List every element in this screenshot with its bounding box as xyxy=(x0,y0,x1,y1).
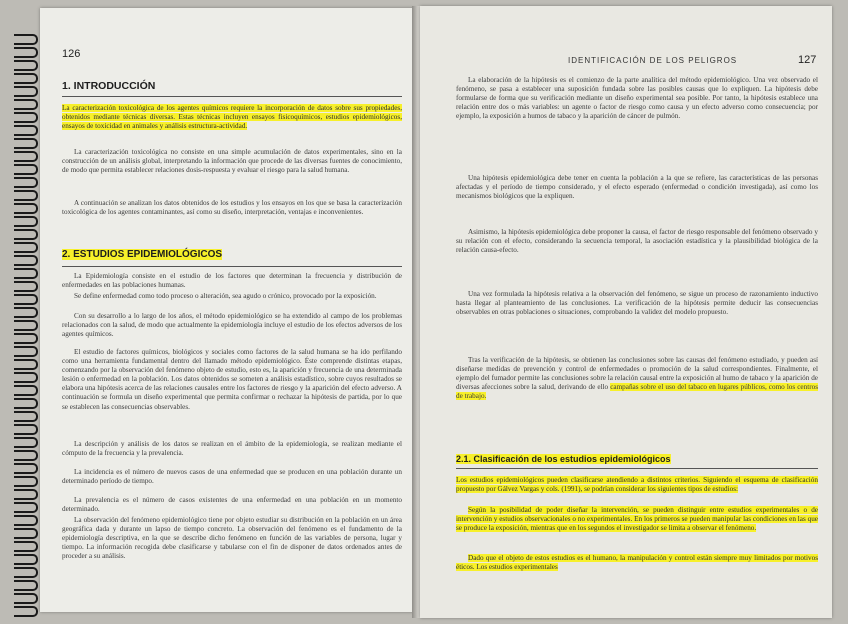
binding-ring xyxy=(14,281,38,292)
binding-ring xyxy=(14,320,38,331)
epi-paragraph-5: La descripción y análisis de los datos se realizan en el ámbito de la epidemiología, se realizan mediante el cómputo de la frecuencia y la prevalencia. xyxy=(62,440,402,458)
binding-ring xyxy=(14,60,38,71)
left-page xyxy=(40,8,415,612)
section-heading-estudios: 2. ESTUDIOS EPIDEMIOLÓGICOS xyxy=(62,249,223,260)
heading-rule xyxy=(62,96,402,97)
clasificacion-paragraph-1: Los estudios epidemiológicos pueden clasificarse atendiendo a distintos criterios. Siguiendo el esquema de clasificación propuesto por Gálvez Vargas y cols. (1991), se podrían considerar los siguientes tipos de estudios: xyxy=(456,476,818,494)
epi-paragraph-8: La observación del fenómeno epidemiológico tiene por objeto estudiar su distribución en la población en un área geográfica dada y durante un lapso de tiempo concreto. La observación del fenómeno es el fundamento de la epidemiología descriptiva, en la que se describe dicho fenómeno en función de las variables de persona, lugar y tiempo. La información recogida debe clasificarse y tabularse con el fin de disponer de datos ordenados antes de proceder a su análisis. xyxy=(62,516,402,561)
epi-paragraph-3: Con su desarrollo a lo largo de los años, el método epidemiológico se ha extendido al campo de los problemas relacionados con la salud, de modo que actualmente la epidemiología incluye el estudio de los efectos adversos de los agentes químicos. xyxy=(62,312,402,339)
binding-ring xyxy=(14,307,38,318)
binding-ring xyxy=(14,476,38,487)
subsection-heading-clasificacion: 2.1. Clasificación de los estudios epidemiológicos xyxy=(456,454,671,464)
epi-paragraph-7: La prevalencia es el número de casos existentes de una enfermedad en una población en un momento determinado. xyxy=(62,496,402,514)
binding-ring xyxy=(14,372,38,383)
binding-ring xyxy=(14,216,38,227)
binding-ring xyxy=(14,385,38,396)
binding-ring xyxy=(14,437,38,448)
clasificacion-paragraph-2: Según la posibilidad de poder diseñar la intervención, se pueden distinguir entre estudios experimentales o de intervención y estudios observacionales o no experimentales. En los primeros se pueden manipular las condiciones en las que se produce la exposición, mientras que en los segundos el investigador se limita a observar el fenómeno. xyxy=(456,506,818,533)
binding-ring xyxy=(14,606,38,617)
binding-ring xyxy=(14,333,38,344)
binding-ring xyxy=(14,112,38,123)
binding-ring xyxy=(14,593,38,604)
binding-ring xyxy=(14,47,38,58)
binding-ring xyxy=(14,424,38,435)
clasificacion-paragraph-3: Dado que el objeto de estos estudios es el humano, la manipulación y control están siempre muy limitados por motivos éticos. Los estudios experimentales xyxy=(456,554,818,572)
binding-ring xyxy=(14,541,38,552)
hypothesis-paragraph-1: La elaboración de la hipótesis es el comienzo de la parte analítica del método epidemiológico. Una vez observado el fenómeno, se pasa a establecer una suposición fundada sobre las posibles causas que lo expliquen. La hipótesis debe formularse de forma que su verificación mediante un diseño experimental sea posible. Por tanto, la hipótesis establece una relación entre dos o más variables: un agente o factor de riesgo como causa y un efecto adverso como consecuencia; por ejemplo, la exposición a humos de tabaco y la aparición de cáncer de pulmón. xyxy=(456,76,818,121)
hypothesis-paragraph-4: Una vez formulada la hipótesis relativa a la observación del fenómeno, se sigue un proceso de razonamiento inductivo hasta llegar al planteamiento de las conclusiones. La verificación de la hipótesis permite deducir las consecuencias observables en otras poblaciones o situaciones, comprobando la validez del modelo propuesto. xyxy=(456,290,818,317)
binding-ring xyxy=(14,450,38,461)
intro-paragraph-2: La caracterización toxicológica no consiste en una simple acumulación de datos experimentales, sino en la construcción de un análisis global, interpretando la información que procede de las diversas fuentes de conocimiento, de modo que permita establecer relaciones dosis-respuesta y evaluar el riesgo para la salud humana. xyxy=(62,148,402,175)
heading-rule-2 xyxy=(62,266,402,267)
epi-paragraph-4: El estudio de factores químicos, biológicos y sociales como factores de la salud humana se ha ido perfilando como una herramienta fundamental dentro del llamado método epidemiológico. Éste comprende distintas etapas, comenzando por la observación del fenómeno objeto de estudio, esto es, la aparición y frecuencia de una determinada lesión o enfermedad en la población. Los datos obtenidos se someten a análisis estadístico, sobre cuyos resultados se elabora una hipótesis acerca de las relaciones causales entre los factores de riesgo y la aparición del efecto adverso. A continuación se formula un diseño experimental que permita confirmar o rechazar la hipótesis de partida, por lo que se establecen las consecuencias observables. xyxy=(62,348,402,411)
epi-paragraph-6: La incidencia es el número de nuevos casos de una enfermedad que se producen en una población durante un determinado período de tiempo. xyxy=(62,468,402,486)
binding-ring xyxy=(14,177,38,188)
binding-ring xyxy=(14,580,38,591)
binding-ring xyxy=(14,229,38,240)
binding-ring xyxy=(14,151,38,162)
right-page xyxy=(420,6,832,618)
binding-ring xyxy=(14,528,38,539)
page-number-left: 126 xyxy=(62,48,81,60)
binding-ring xyxy=(14,86,38,97)
conclusions-paragraph: Tras la verificación de la hipótesis, se obtienen las conclusiones sobre las causas del fenómeno estudiado, y pueden así diseñarse medidas de prevención y control de enfermedades o promoción de la salud correspondientes. Finalmente, el ejemplo del fumador permite las conclusiones sobre la relación causal entre la exposición al humo de tabaco y la aparición de diversas afecciones sobre la salud, derivando de ello campañas sobre el uso del tabaco en lugares públicos, como los centros de trabajo. xyxy=(456,356,818,401)
intro-paragraph-1 xyxy=(62,104,402,131)
binding-ring xyxy=(14,138,38,149)
running-header: IDENTIFICACIÓN DE LOS PELIGROS xyxy=(568,56,738,65)
binding-ring xyxy=(14,502,38,513)
binding-ring xyxy=(14,359,38,370)
epi-paragraph-2: Se define enfermedad como todo proceso o alteración, sea agudo o crónico, provocado por la exposición. xyxy=(74,292,377,300)
binding-ring xyxy=(14,203,38,214)
binding-ring xyxy=(14,489,38,500)
binding-ring xyxy=(14,463,38,474)
intro-paragraph-3: A continuación se analizan los datos obtenidos de los estudios y los ensayos en los que se basa la caracterización toxicológica de los agentes contaminantes, así como su diseño, interpretación, ventajas e inconvenientes. xyxy=(62,199,402,217)
highlight-tobacco: campañas sobre el uso del tabaco en lugares públicos, como los centros de trabajo. xyxy=(456,383,818,401)
epi-paragraph-1: La Epidemiología consiste en el estudio de los factores que determinan la frecuencia y distribución de enfermedades en las poblaciones humanas. xyxy=(62,272,402,290)
section-heading-introduccion: 1. INTRODUCCIÓN xyxy=(62,80,156,92)
binding-ring xyxy=(14,346,38,357)
binding-ring xyxy=(14,515,38,526)
binding-ring xyxy=(14,99,38,110)
binding-ring xyxy=(14,125,38,136)
binding-ring xyxy=(14,242,38,253)
binding-ring xyxy=(14,164,38,175)
binding-ring xyxy=(14,34,38,45)
binding-ring xyxy=(14,411,38,422)
binding-ring xyxy=(14,567,38,578)
subsection-rule xyxy=(456,468,818,469)
binding-ring xyxy=(14,255,38,266)
binding-ring xyxy=(14,294,38,305)
hypothesis-paragraph-3: Asimismo, la hipótesis epidemiológica debe proponer la causa, el factor de riesgo responsable del fenómeno observado y su relación con el efecto, considerando la secuencia temporal, la asociación estadística y la plausibilidad biológica de la relación causa-efecto. xyxy=(456,228,818,255)
binding-ring xyxy=(14,268,38,279)
page-number-right: 127 xyxy=(798,54,817,66)
hypothesis-paragraph-2: Una hipótesis epidemiológica debe tener en cuenta la población a la que se refiere, las características de las personas afectadas y el período de tiempo considerado, y el efecto esperado (enfermedad o condición investigada), así como los mecanismos biológicos que la expliquen. xyxy=(456,174,818,201)
binding-ring xyxy=(14,398,38,409)
binding-ring xyxy=(14,190,38,201)
binding-ring xyxy=(14,554,38,565)
highlight-intro: La caracterización toxicológica de los agentes químicos requiere la incorporación de datos sobre sus propiedades, obtenidos mediante técnicas diversas. Estas técnicas incluyen ensayos fisicoquímicos, estudios epidemiológicos, ensayos de toxicidad en animales y análisis estructura-actividad. xyxy=(62,104,402,131)
binding-ring xyxy=(14,73,38,84)
